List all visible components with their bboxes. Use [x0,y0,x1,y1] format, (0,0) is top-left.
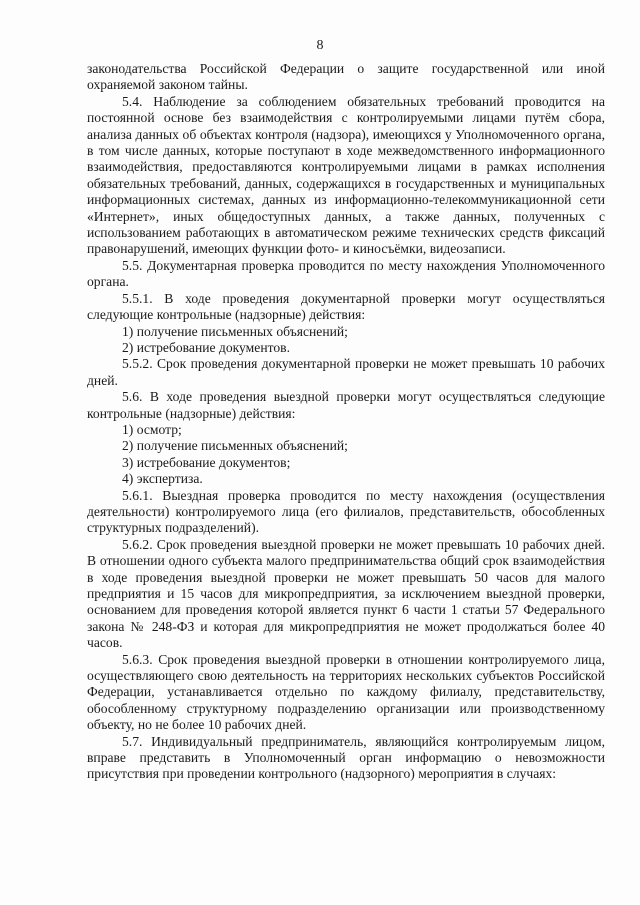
list-item: 3) истребование документов; [122,454,291,470]
paragraph-5-5: 5.5. Документарная проверка проводится по месту нахождения Уполномоченного органа. [87,257,605,290]
list-item: 2) получение письменных объяснений; [122,438,348,454]
paragraph-5-5-2: 5.5.2. Срок проведения документарной проверки не может превышать 10 рабочих дней. [87,356,605,388]
list-item: 1) получение письменных объяснений; [122,323,348,339]
list-item: 4) экспертиза. [122,471,203,487]
paragraph-law-continuation: законодательства Российской Федерации о защите государственной или иной охраняемой законом тайны. [87,61,605,93]
paragraph-5-6-2: 5.6.2. Срок проведения выездной проверки не может превышать 10 рабочих дней. В отношении одного субъекта малого предпринимательства общий срок взаимодействия в ходе проведения выездной проверки не может превышать 50 часов для малого предприятия и 15 часов для микропредприятия, за исключением выездной проверки, основанием для проведения которой является пункт 6 части 1 статьи 57 Федерального закона № 248-ФЗ и которая для микропредприятия не может продолжаться более 40 часов. [87,536,605,651]
paragraph-5-5-1: 5.5.1. В ходе проведения документарной проверки могут осуществляться следующие контрольные (надзорные) действия: [87,290,605,323]
paragraph-5-6-1: 5.6.1. Выездная проверка проводится по месту нахождения (осуществления деятельности) контролируемого лица (его филиалов, представительств, обособленных структурных подразделений). [87,487,605,536]
document-body [87,61,605,783]
paragraph-5-4: 5.4. Наблюдение за соблюдением обязательных требований проводится на постоянной основе без взаимодействия с контролируемыми лицами путём сбора, анализа данных об объектах контроля (надзора), имеющихся у Уполномоченного органа, в том числе данных, которые поступают в ходе межведомственного информационного взаимодействия, предоставляются контролируемыми лицами в рамках исполнения обязательных требований, данных, содержащихся в государственных и муниципальных информационных системах, данных из информационно-телекоммуникационной сети «Интернет», иных общедоступных данных, а также данных, полученных с использованием работающих в автоматическом режиме технических средств фиксаций правонарушений, имеющих функции фото- и киносъёмки, видеозаписи. [87,93,605,257]
page-number: 8 [316,38,324,53]
list-item: 2) истребование документов. [122,339,290,355]
list-item: 1) осмотр; [122,421,182,437]
paragraph-5-6: 5.6. В ходе проведения выездной проверки могут осуществляться следующие контрольные (надзорные) действия: [87,389,605,421]
paragraph-5-6-3: 5.6.3. Срок проведения выездной проверки в отношении контролируемого лица, осуществляющего свою деятельность на территориях нескольких субъектов Российской Федерации, устанавливается отдельно по каждому филиалу, представительству, обособленному структурному подразделению организации или производственному объекту, но не более 10 рабочих дней. [87,651,605,733]
paragraph-5-7: 5.7. Индивидуальный предприниматель, являющийся контролируемым лицом, вправе представить в Уполномоченный орган информацию о невозможности присутствия при проведении контрольного (надзорного) мероприятия в случаях: [87,733,605,782]
